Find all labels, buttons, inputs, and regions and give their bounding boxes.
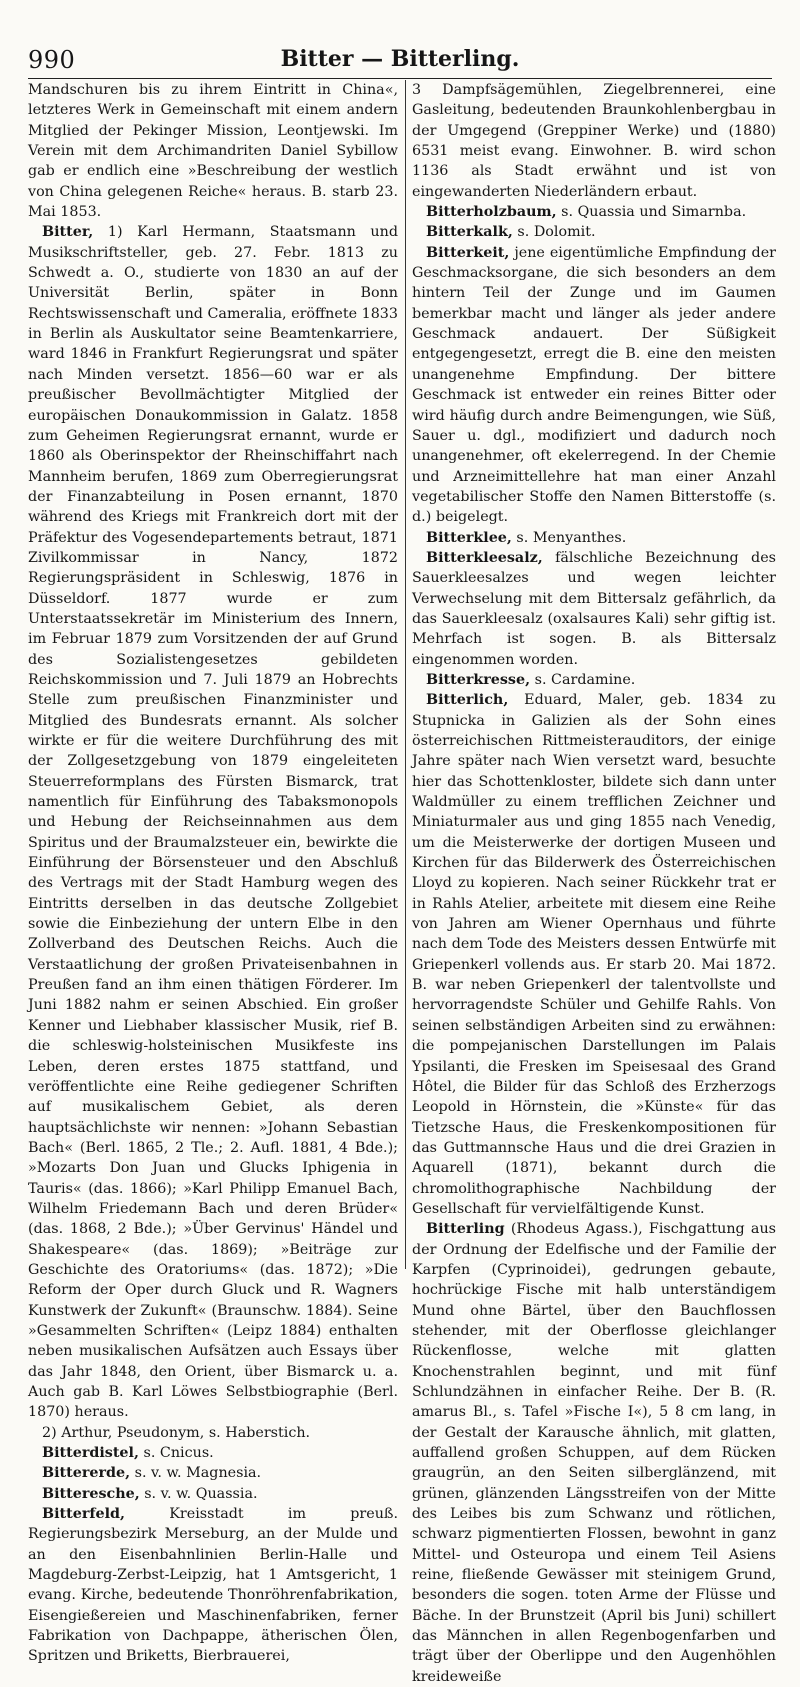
running-title: Bitter — Bitterling. bbox=[280, 46, 520, 72]
entry-paragraph bbox=[412, 80, 776, 202]
entry-headword: Bitterling bbox=[426, 1221, 505, 1238]
entry-paragraph bbox=[28, 1423, 398, 1443]
text-columns bbox=[28, 80, 776, 1685]
column-divider bbox=[405, 80, 406, 1269]
entry-text: s. Cardamine. bbox=[530, 671, 636, 688]
dictionary-entry bbox=[28, 222, 398, 1422]
dictionary-entry bbox=[412, 202, 776, 222]
entry-text: 2) Arthur, Pseudonym, s. Haberstich. bbox=[42, 1424, 311, 1441]
dictionary-entry bbox=[412, 528, 776, 548]
entry-text: 1) Karl Hermann, Staatsmann und Musikschriftsteller, geb. 27. Febr. 1813 zu Schwedt a. O., studierte von 1830 an auf der Universität Berlin, später in Bonn Rechtswissenschaft und Cameralia, eröffnete 1833 in Berlin als Auskultator seine Beamtenkarriere, ward 1846 in Frankfurt Regierungsrat und später nach Minden versetzt. 1856—60 war er als preußischer Bevollmächtigter Mitglied der europäischen Donaukommission in Galatz. 1858 zum Geheimen Regierungsrat ernannt, wurde er 1860 als Oberinspektor der Rheinschiffahrt nach Mannheim berufen, 1869 zum Oberregierungsrat der Finanzabteilung in Posen ernannt, 1870 während des Kriegs mit Frankreich dort mit der Präfektur des Vogesendepartements betraut, 1871 Zivilkommissar in Nancy, 1872 Regierungspräsident in Schleswig, 1876 in Düsseldorf. 1877 wurde er zum Unterstaatssekretär im Ministerium des Innern, im Februar 1879 zum Vorsitzenden der auf Grund des Sozialistengesetzes gebildeten Reichskommission und 7. Juli 1879 an Hobrechts Stelle zum preußischen Finanzminister und Mitglied des Bundesrats ernannt. Als solcher wirkte er für die weitere Durchführung des mit der Zollgesetzgebung von 1879 eingeleiteten Steuerreformplans des Fürsten Bismarck, trat namentlich für Einführung des Tabaksmonopols und Hebung der Reichseinnahmen aus dem Spiritus und der Braumalzsteuer ein, bewirkte die Einführung der Börsensteuer und den Abschluß des Vertrags mit der Stadt Hamburg wegen des Eintritts derselben in das deutsche Zollgebiet sowie die Einbeziehung der untern Elbe in den Zollverband des Deutschen Reichs. Auch die Verstaatlichung der großen Privateisenbahnen in Preußen fand an ihm einen thätigen Förderer. Im Juni 1882 nahm er seinen Abschied. Ein großer Kenner und Liebhaber klassischer Musik, rief B. die schleswig-holsteinischen Musikfeste ins Leben, deren erstes 1875 stattfand, und veröffentlichte eine Reihe gediegener Schriften auf musikalischem Gebiet, als deren hauptsächlichste wir nennen: »Johann Sebastian Bach« (Berl. 1865, 2 Tle.; 2. Aufl. 1881, 4 Bde.); »Mozarts Don Juan und Glucks Iphigenia in Tauris« (das. 1866); »Karl Philipp Emanuel Bach, Wilhelm Friedemann Bach und deren Brüder« (das. 1868, 2 Bde.); »Über Gervinus' Händel und Shakespeare« (das. 1869); »Beiträge zur Geschichte des Oratoriums« (das. 1872); »Die Reform der Oper durch Gluck und R. Wagners Kunstwerk der Zukunft« (Braunschw. 1884). Seine »Gesammelten Schriften« (Leipz 1884) enthalten neben musikalischen Aufsätzen auch Essays über das Jahr 1848, den Orient, über Bismarck u. a. Auch gab B. Karl Löwes Selbstbiographie (Berl. 1870) heraus. bbox=[28, 224, 398, 1421]
entry-text: Eduard, Maler, geb. 1834 zu Stupnicka in Galizien als der Sohn eines österreichischen Rittmeisterauditors, der einige Jahre später nach Wien versetzt ward, besuchte hier das Schottenkloster, bildete sich dann unter Waldmüller zu einem trefflichen Zeichner und Miniaturmaler aus und ging 1855 nach Venedig, um die Meisterwerke der dortigen Museen und Kirchen für das Bilderwerk des Österreichischen Lloyd zu kopieren. Nach seiner Rückkehr trat er in Rahls Atelier, arbeitete mit diesem eine Reihe von Jahren am Wiener Opernhaus und führte nach dem Tode des Meisters dessen Entwürfe mit Griepenkerl vollends aus. Er starb 20. Mai 1872. B. war neben Griepenkerl der talentvollste und hervorragendste Schüler und Gehilfe Rahls. Von seinen selbständigen Arbeiten sind zu erwähnen: die pompejanischen Darstellungen im Palais Ypsilanti, die Fresken im Speisesaal des Grand Hôtel, die Bilder für das Schloß des Erzherzogs Leopold in Hörnstein, die »Künste« für das Tietzsche Haus, die Freskenkompositionen für das Guttmannsche Haus und die drei Grazien in Aquarell (1871), bekannt durch die chromolithographische Nachbildung der Gesellschaft für vervielfältigende Kunst. bbox=[412, 692, 776, 1217]
entry-headword: Bitter, bbox=[42, 224, 94, 241]
entry-headword: Bitterkeit, bbox=[426, 244, 510, 261]
entry-headword: Bitterholzbaum, bbox=[426, 204, 557, 221]
entry-headword: Bittererde, bbox=[42, 1465, 131, 1482]
entry-headword: Bitterfeld, bbox=[42, 1506, 126, 1523]
entry-headword: Bitterklee, bbox=[426, 529, 512, 546]
entry-text: fälschliche Bezeichnung des Sauerkleesalzes und wegen leichter Verwechselung mit dem Bittersalz gefährlich, da das Sauerkleesalz (oxalsaures Kali) sehr giftig ist. Mehrfach ist sogen. B. als Bittersalz eingenommen worden. bbox=[412, 549, 776, 668]
entry-text: (Rhodeus Agass.), Fischgattung aus der Ordnung der Edelfische und der Familie der Karpfen (Cyprinoidei), gedrungen gebaute, hochrückige Fische mit halb unterständigem Mund ohne Bärtel, über den Bauchflossen stehender, mit der Oberflosse gleichlanger Rückenflosse, welche mit glatten Knochenstrahlen beginnt, und mit fünf Schlundzähnen in einfacher Reihe. Der B. (R. amarus Bl., s. Tafel »Fische I«), 5 8 cm lang, in der Gestalt der Karausche ähnlich, mit glatten, auffallend großen Schuppen, auf dem Rücken graugrün, an den Seiten silberglänzend, mit grünen, glänzenden Längsstreifen von der Mitte des Leibes bis zum Schwanz und rötlichen, schwarz pigmentierten Flossen, bewohnt in ganz Mittel- und Osteuropa und einem Teil Asiens reine, fließende Gewässer mit steinigem Grund, besonders die sogen. toten Arme der Flüsse und Bäche. In der Brunstzeit (April bis Juni) schillert das Männchen in allen Regenbogenfarben und trägt über der Oberlippe und den Augenhöhlen kreideweiße bbox=[412, 1221, 776, 1685]
entry-text: s. Menyanthes. bbox=[511, 529, 627, 546]
right-column bbox=[412, 80, 776, 1685]
left-column bbox=[28, 80, 398, 1665]
entry-text: Kreisstadt im preuß. Regierungsbezirk Merseburg, an der Mulde und an den Eisenbahnlinien Berlin-Halle und Magdeburg-Zerbst-Leipzig, hat 1 Amtsgericht, 1 evang. Kirche, bedeutende Thonröhrenfabrikation, Eisengießereien und Maschinenfabriken, ferner Fabrikation von Dachpappe, ätherischen Ölen, Spritzen und Briketts, Bierbrauerei, bbox=[28, 1506, 398, 1665]
dictionary-entry bbox=[412, 222, 776, 242]
dictionary-entry bbox=[412, 670, 776, 690]
entry-headword: Bitterkleesalz, bbox=[426, 549, 543, 566]
entry-text: s. Dolomit. bbox=[512, 224, 596, 241]
page-header bbox=[28, 44, 772, 79]
entry-text: s. v. w. Magnesia. bbox=[130, 1465, 262, 1482]
dictionary-entry bbox=[412, 1219, 776, 1687]
entry-headword: Bitterlich, bbox=[426, 692, 509, 709]
dictionary-entry bbox=[412, 690, 776, 1219]
entry-headword: Bitterdistel, bbox=[42, 1445, 139, 1462]
dictionary-entry bbox=[28, 1463, 398, 1483]
entry-text: s. Cnicus. bbox=[138, 1445, 214, 1462]
page-number: 990 bbox=[28, 46, 76, 74]
entry-paragraph bbox=[28, 80, 398, 222]
entry-headword: Bitteresche, bbox=[42, 1485, 140, 1502]
entry-headword: Bitterkresse, bbox=[426, 671, 531, 688]
dictionary-entry bbox=[28, 1443, 398, 1463]
dictionary-entry bbox=[28, 1484, 398, 1504]
dictionary-entry bbox=[412, 548, 776, 670]
entry-text: s. v. w. Quassia. bbox=[139, 1485, 258, 1502]
dictionary-entry bbox=[28, 1504, 398, 1667]
entry-headword: Bitterkalk, bbox=[426, 224, 513, 241]
entry-text: s. Quassia und Simarnba. bbox=[556, 204, 747, 221]
entry-text: 3 Dampfsägemühlen, Ziegelbrennerei, eine Gasleitung, bedeutenden Braunkohlenbergbau in der Umgegend (Greppiner Werke) und (1880) 6531 meist evang. Einwohner. B. wird schon 1136 als Stadt erwähnt und ist von eingewanderten Niederländern erbaut. bbox=[412, 82, 776, 200]
entry-text: Mandschuren bis zu ihrem Eintritt in China«, letzteres Werk in Gemeinschaft mit einem andern Mitglied der Pekinger Mission, Leontjewski. Im Verein mit dem Archimandriten Daniel Sybillow gab er endlich eine »Beschreibung der westlich von China gelegenen Reiche« heraus. B. starb 23. Mai 1853. bbox=[28, 82, 398, 221]
dictionary-entry bbox=[412, 243, 776, 528]
entry-text: jene eigentümliche Empfindung der Geschmacksorgane, die sich besonders an dem hintern Teil der Zunge und im Gaumen bemerkbar macht und länger als jeder andere Geschmack andauert. Der Süßigkeit entgegengesetzt, erregt die B. eine den meisten unangenehme Empfindung. Der bittere Geschmack ist entweder ein reines Bitter oder wird häufig durch andre Beimengungen, wie Süß, Sauer u. dgl., modifiziert und dadurch noch unangenehmer, oft ekelerregend. In der Chemie und Arzneimittellehre hat man einer Anzahl vegetabilischer Stoffe den Namen Bitterstoffe (s. d.) beigelegt. bbox=[412, 244, 776, 526]
